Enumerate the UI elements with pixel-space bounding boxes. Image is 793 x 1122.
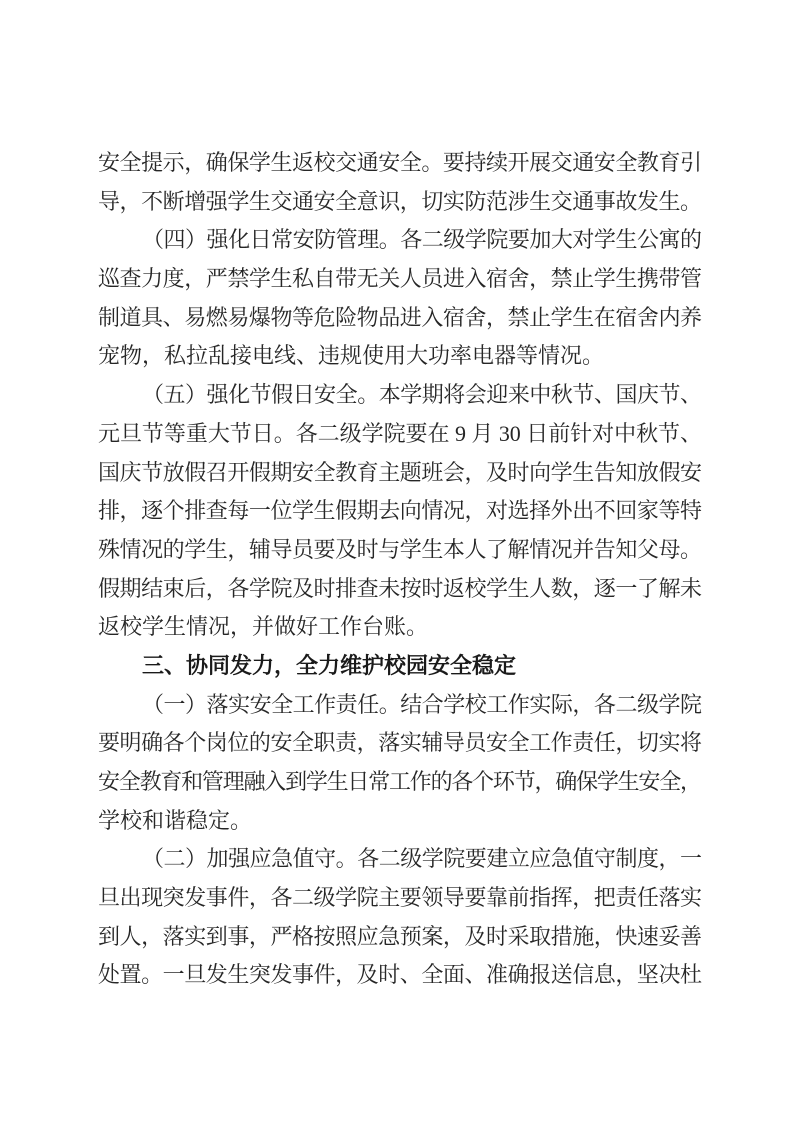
document-content	[98, 144, 702, 995]
document-line: 返校学生情况，并做好工作台账。	[98, 614, 429, 640]
document-line: 安全提示，确保学生返校交通安全。要持续开展交通安全教育引	[98, 150, 702, 175]
document-line: 到人，落实到事，严格按照应急预案，及时采取措施，快速妥善	[98, 923, 702, 949]
paragraph-4-daily-security-management	[98, 221, 702, 376]
document-line: 旦出现突发事件，各二级学院主要领导要靠前指挥，把责任落实	[98, 885, 702, 911]
document-line: 排，逐个排查每一位学生假期去向情况，对选择外出不回家等特	[98, 498, 702, 524]
document-line: （二）加强应急值守。各二级学院要建立应急值守制度，一	[142, 846, 702, 872]
document-line: 安全教育和管理融入到学生日常工作的各个环节，确保学生安全，	[98, 769, 701, 794]
document-line: 元旦节等重大节日。各二级学院要在 9 月 30 日前针对中秋节、	[98, 420, 702, 446]
paragraph-traffic-safety-continuation	[98, 144, 702, 221]
paragraph-5-holiday-safety	[98, 376, 702, 647]
document-line: 国庆节放假召开假期安全教育主题班会，及时向学生告知放假安	[98, 459, 702, 485]
document-line: 制道具、易燃易爆物等危险物品进入宿舍，禁止学生在宿舍内养	[98, 304, 702, 330]
heading-section-3-coordinated-effort	[98, 647, 702, 686]
document-line: （一）落实安全工作责任。结合学校工作实际，各二级学院	[142, 691, 702, 717]
document-line: （五）强化节假日安全。本学期将会迎来中秋节、国庆节、	[142, 382, 702, 408]
document-line: （四）强化日常安防管理。各二级学院要加大对学生公寓的	[142, 227, 702, 253]
document-line: 三、协同发力，全力维护校园安全稳定	[142, 652, 517, 678]
document-line: 殊情况的学生，辅导员要及时与学生本人了解情况并告知父母。	[98, 536, 702, 562]
document-line: 学校和谐稳定。	[98, 807, 253, 833]
document-line: 要明确各个岗位的安全职责，落实辅导员安全工作责任，切实将	[98, 730, 702, 756]
paragraph-2-strengthen-emergency-duty	[98, 840, 702, 995]
document-line: 巡查力度，严禁学生私自带无关人员进入宿舍，禁止学生携带管	[98, 266, 702, 292]
document-line: 导，不断增强学生交通安全意识，切实防范涉生交通事故发生。	[98, 188, 702, 214]
document-line: 宠物，私拉乱接电线、违规使用大功率电器等情况。	[98, 343, 605, 369]
paragraph-1-implement-safety-responsibility	[98, 686, 702, 841]
document-line: 假期结束后，各学院及时排查未按时返校学生人数，逐一了解未	[98, 575, 702, 601]
document-line: 处置。一旦发生突发事件，及时、全面、准确报送信息，坚决杜	[98, 962, 702, 988]
